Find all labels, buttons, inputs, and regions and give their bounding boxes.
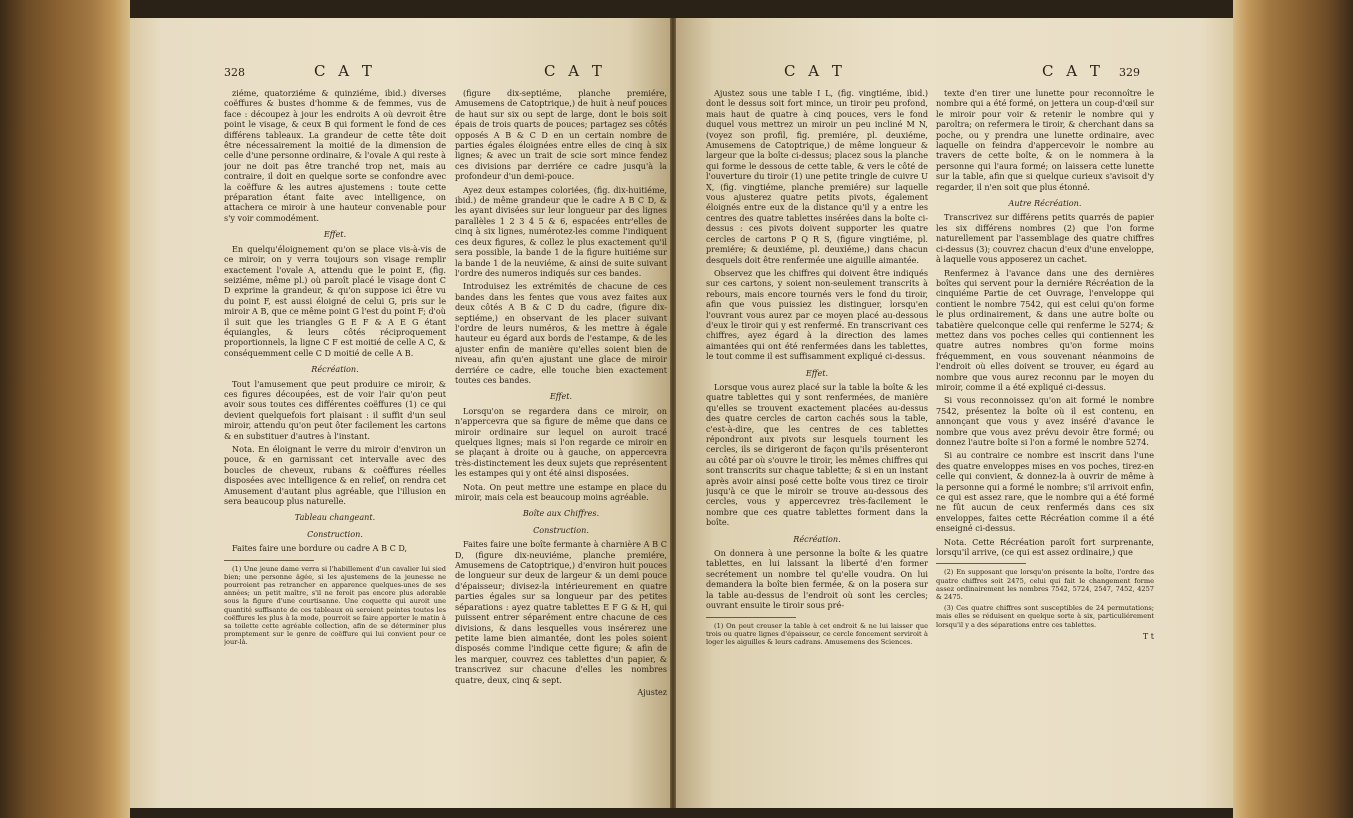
left-page bbox=[130, 18, 670, 808]
footnote: (1) Une jeune dame verra si l'habillement d'un cavalier lui sied bien; une personne âgée, si les ajustemens de la jeunesse ne pourroient pas retrancher en apparence quelques-unes de ses années; un petit maître, s'il ne feroit pas encore plus adorable sous la figure d'une courtisanne. Une coquette qui auroit une quantité suffisante de ces tableaux où seroient peintes toutes les coëffures les plus à la mode, pourroit se faire apporter le matin à sa toilette cette agréable collection, afin de se déterminer plus promptement sur le genre de coëffure qui lui convient pour ce jour-là. bbox=[224, 564, 446, 647]
section-heading: Construction. bbox=[533, 524, 589, 535]
paragraph: Ayez deux estampes coloriées, (fig. dix-huitiéme, ibid.) de même grandeur que le cadre A B C D, & les ayant divisées sur leur longueur par des lignes parallèles 1 2 3 4 5 & 6, espacées entr'elles de cinq à six lignes, numérotez-les comme l'indiquent ces deux figures, & collez le plus exactement qu'il sera possible, la bande 1 de la figure huitiéme sur la bande 1 de la neuviéme, & ainsi de suite suivant l'ordre des numeros indiqués sur ces bandes. bbox=[455, 184, 667, 278]
right-page bbox=[676, 18, 1233, 808]
paragraph: Introduisez les extrémités de chacune de ces bandes dans les fentes que vous avez faites aux deux côtés A B & C D du cadre, (figure dix-septiéme,) en observant de les placer suivant l'ordre de leurs numéros, & les mettre à égale hauteur eu égard aux bords de l'estampe, & de les ajuster enfin de manière qu'elles soient bien de niveau, afin qu'en ajustant une glace de miroir derriére ce cadre, elle touche bien exactement toutes ces bandes. bbox=[455, 281, 667, 385]
section-heading: Tableau changeant. bbox=[294, 512, 376, 523]
paragraph: Tout l'amusement que peut produire ce miroir, & ces figures découpées, est de voir l'air qu'on peut avoir sous toutes ces différentes coëffures (1) ce qui devient quelquefois fort plaisant : il suffit d'un seul miroir, attendu qu'on peut ôter facilement les cartons & en substituer d'autres à l'instant. bbox=[224, 378, 446, 441]
paragraph: En quelqu'éloignement qu'on se place vis-à-vis de ce miroir, on y verra toujours son visage remplir exactement l'ovale A, attendu que le point E, (fig. seiziéme, même pl.) où paroît placé le visage dont C D exprime la grandeur, & qu'on suppose ici être vu du point F, est aussi éloigné de celui G, pris sur le miroir A B, que ce même point G l'est du point F; d'où il suit que les triangles G E F & A E G étant équiangles, & leurs côtés réciproquement proportionnels, la ligne C F est moitié de celle A C, & conséquemment celle C D moitié de celle A B. bbox=[224, 243, 446, 358]
paragraph: Faites faire une bordure ou cadre A B C D, bbox=[232, 543, 408, 554]
paragraph: Si vous reconnoissez qu'on ait formé le nombre 7542, présentez la boîte où il est contenu, en annonçant que vous y avez inséré d'avance le nombre que vous avez prévu devoir être formé; ou donnez l'autre boîte si l'on a formé le nombre 5274. bbox=[936, 395, 1154, 447]
section-heading: Autre Récréation. bbox=[1008, 198, 1082, 209]
left-page-column-2 bbox=[455, 88, 667, 788]
section-heading: Effet. bbox=[323, 229, 347, 240]
running-head-left: C A T bbox=[784, 62, 846, 80]
running-head-left: C A T bbox=[314, 62, 376, 80]
right-page-column-1 bbox=[706, 88, 928, 788]
paragraph: texte d'en tirer une lunette pour reconnoître le nombre qui a été formé, on jettera un coup-d'œil sur le miroir pour voir & retenir le nombre qui y paroîtra; on refermera le tiroir, & cherchant dans sa poche, ou y prendra une lunette ordinaire, avec laquelle on feindra d'appercevoir le nombre au travers de cette boîte, & on le nommera à la personne qui l'aura formé; on laissera cette lunette sur la table, afin que si quelque curieux s'avisoit d'y regarder, il n'en soit que plus étonné. bbox=[936, 88, 1154, 192]
catchword: T t bbox=[1142, 631, 1154, 641]
running-head-right: C A T bbox=[544, 62, 606, 80]
footnote: (3) Ces quatre chiffres sont susceptibles de 24 permutations; mais elles se réduisent en quelque sorte à six, particuliérement lorsqu'il y a des séparations entre ces tablettes. bbox=[936, 604, 1154, 629]
paragraph: Nota. En éloignant le verre du miroir d'environ un pouce, & en garnissant cet intervalle avec des boucles de cheveux, rubans & coëffures réelles disposées avec intelligence & en relief, on rendra cet Amusement d'autant plus agréable, que l'illusion en sera beaucoup plus naturelle. bbox=[224, 444, 446, 507]
footnote: (2) En supposant que lorsqu'on présente la boîte, l'ordre des quatre chiffres soit 2475, celui qui fait le changement forme assez ordinairement les nombres 7542, 5724, 2547, 7452, 4257 & 2475. bbox=[936, 568, 1154, 602]
section-heading: Effet. bbox=[805, 367, 829, 378]
page-edges-right bbox=[1233, 0, 1353, 818]
section-heading: Effet. bbox=[549, 391, 573, 402]
paragraph: Lorsqu'on se regardera dans ce miroir, on n'appercevra que sa figure de même que dans ce miroir ordinaire sur lequel on auroit tracé quelques lignes; mais si l'on regarde ce miroir en se plaçant à droite ou à gauche, on appercevra très-distinctement les deux sujets que représentent les estampes qui y ont été ainsi disposées. bbox=[455, 405, 667, 479]
running-head-right: C A T bbox=[1042, 62, 1104, 80]
section-heading: Récréation. bbox=[793, 533, 841, 544]
paragraph: On donnera à une personne la boîte & les quatre tablettes, en lui laissant la liberté d'en former secrétement un nombre tel qu'elle voudra. On lui demandera la boîte bien fermée, & on la posera sur la table au-dessus de l'endroit où sont les cercles; ouvrant ensuite le tiroir sous pré- bbox=[706, 548, 928, 611]
footnote-rule bbox=[706, 617, 796, 618]
catchword: Ajustez bbox=[637, 687, 667, 697]
section-heading: Construction. bbox=[307, 528, 363, 539]
paragraph: Lorsque vous aurez placé sur la table la boîte & les quatre tablettes qui y sont renfermées, de manière qu'elles se trouvent exactement placées au-dessus des quatre cercles de carton cachés sous la table, c'est-à-dire, que les centres de ces tablettes répondront aux pivots sur lesquels tournent les cercles, ils se dirigeront de façon qu'ils présenteront au côté par où s'ouvre le tiroir, les mêmes chiffres qui sont transcrits sur chaque tablette; & si en un instant après avoir ainsi posé cette boîte vous tirez ce tiroir jusqu'à ce que le miroir se trouve au-dessous des cercles, vous y appercevrez très-facilement le nombre que ces quatre tablettes forment dans la boîte. bbox=[706, 381, 928, 528]
paragraph: Nota. Cette Récréation paroît fort surprenante, lorsqu'il arrive, (ce qui est assez ordinaire,) que bbox=[936, 536, 1154, 558]
footnote-rule bbox=[936, 563, 1026, 564]
right-page-column-2 bbox=[936, 88, 1154, 788]
paragraph: Si au contraire ce nombre est inscrit dans l'une des quatre enveloppes mises en vos poches, tirez-en celle qui convient, & donnez-la à ouvrir de même à la personne qui a formé le nombre; s'il arrivoit enfin, ce qui est assez rare, que le nombre qui a été formé ne fût aucun de ceux renfermés dans ces six enveloppes, faites cette Récréation comme il a été enseigné ci-dessus. bbox=[936, 450, 1154, 534]
section-heading: Boîte aux Chiffres. bbox=[522, 508, 600, 519]
paragraph: Observez que les chiffres qui doivent être indiqués sur ces cartons, y soient non-seulement transcrits à rebours, mais encore tournés vers le fond du tiroir, afin que vous puissiez les distinguer, lorsqu'en l'ouvrant vous aurez par ce moyen placé au-dessous d'eux le tiroir qui y est renfermé. En transcrivant ces chiffres, ayez égard à la direction des lames aimantées qui ont été renfermées dans les tablettes, le tout comme il est suffisamment expliqué ci-dessus. bbox=[706, 267, 928, 362]
page-number: 328 bbox=[224, 66, 245, 79]
page-number: 329 bbox=[1119, 66, 1140, 79]
footnote: (1) On peut creuser la table à cet endroit & ne lui laisser que trois ou quatre lignes d'épaisseur, ce cercle foncement serviroit à loger les aiguilles & leurs cadrans. Amusemens des Sciences. bbox=[706, 621, 928, 646]
paragraph: Faites faire une boîte fermante à charnière A B C D, (figure dix-neuviéme, planche premiére, Amusemens de Catoptrique,) d'environ huit pouces de longueur sur deux de largeur & un demi pouce d'épaisseur; divisez-la intérieurement en quatre parties égales sur sa longueur par des petites séparations : ayez quatre tablettes E F G & H, qui puissent entrer séparément entre chacune de ces divisions, & dans lesquelles vous insérerez une petite lame bien aimantée, dont les poles soient disposés comme l'indique cette figure; & afin de les marquer, couvrez ces tablettes d'un papier, & transcrivez sur chacune d'elles les nombres quatre, deux, cinq & sept. bbox=[455, 539, 667, 685]
page-edges-left bbox=[0, 0, 130, 818]
left-page-column-1 bbox=[224, 88, 446, 788]
paragraph: Renfermez à l'avance dans une des dernières boîtes qui servent pour la derniére Récréation de la cinquiéme Partie de cet Ouvrage, l'enveloppe qui contient le nombre 7542, qui est celui qu'on forme le plus ordinairement, & dans une autre boîte ou tabatière quelconque celle qui renferme le 5274; & mettez dans vos poches celles qui contiennent les quatre autres nombres qu'on forme moins fréquemment, en vous souvenant néanmoins de l'endroit où elles doivent se trouver, eu égard au nombre que vous aurez reconnu par le moyen du miroir, comme il a été expliqué ci-dessus. bbox=[936, 267, 1154, 392]
paragraph: ziéme, quatorziéme & quinziéme, ibid.) diverses coëffures & bustes d'homme & de femmes, vus de face : découpez à jour les endroits A où devroit être point le visage, & ceux B qui forment le fond de ces différens tableaux. La grandeur de cette tête doit être nécessairement la moitié de la dimension de celle d'une personne ordinaire, & l'ovale A qui reste à jour ne doit pas être tranché trop net, mais au contraire, il doit en quelque sorte se confondre avec la coëffure & les autres ajustemens : toute cette préparation étant faite avec intelligence, on attachera ce miroir à une hauteur convenable pour s'y voir commodément. bbox=[224, 88, 446, 223]
paragraph: Transcrivez sur différens petits quarrés de papier les six différens nombres (2) que l'on forme naturellement par l'assemblage des quatre chiffres ci-dessus (3); couvrez chacun d'eux d'une enveloppe, à laquelle vous apposerez un cachet. bbox=[936, 212, 1154, 265]
paragraph: Nota. On peut mettre une estampe en place du miroir, mais cela est beaucoup moins agréable. bbox=[455, 481, 667, 503]
section-heading: Récréation. bbox=[311, 364, 359, 375]
paragraph: (figure dix-septiéme, planche premiére, Amusemens de Catoptrique,) de huit à neuf pouces de haut sur six ou sept de large, dont le bois soit épais de trois quarts de pouces; partagez ses côtés opposés A B & C D en un certain nombre de parties égales éloignées entre elles de cinq à six lignes; & avec un trait de scie sort mince fendez ces divisions par derriére ce cadre jusqu'à la profondeur d'un demi-pouce. bbox=[455, 88, 667, 182]
footnote-rule bbox=[224, 560, 314, 561]
paragraph: Ajustez sous une table I L, (fig. vingtiéme, ibid.) dont le dessus soit fort mince, un tiroir peu profond, mais haut de quatre à cinq pouces, vers le fond duquel vous mettrez un miroir un peu incliné M N, (voyez son profil, fig. premiére, pl. deuxiéme, Amusemens de Catoptrique,) de même longueur & largeur que la boîte ci-dessus; placez sous la planche qui forme le dessous de cette table, & vers le côté de l'ouverture du tiroir (1) une petite tringle de cuivre U X, (fig. vingtiéme, planche premiére) sur laquelle vous ajusterez quatre petits pivots, également éloignés entre eux de la distance qu'il y a entre les centres des quatre tablettes insérées dans la boîte ci-dessus : ces pivots doivent supporter les quatre cercles de cartons P Q R S, (figure vingtiéme, pl. premiére; & deuxiéme, pl. deuxiéme,) dans chacun desquels doit être renfermée une aiguille aimantée. bbox=[706, 88, 928, 265]
